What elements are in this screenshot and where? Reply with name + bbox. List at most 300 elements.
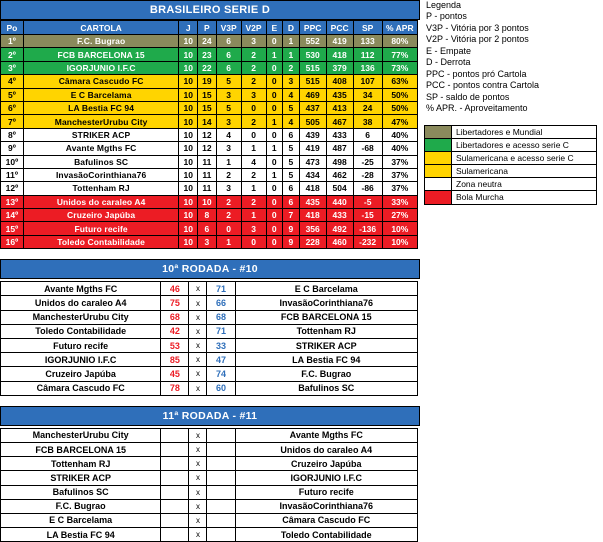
match-row — [1, 310, 418, 324]
cell-v2p: 3 — [241, 35, 266, 48]
cell-ppc: 419 — [299, 142, 326, 155]
cell-v2p: 1 — [241, 142, 266, 155]
cell-apr: 50% — [382, 88, 417, 101]
cell-sp: 38 — [353, 115, 382, 128]
cell-d: 5 — [283, 101, 300, 114]
standings-header-row — [1, 21, 418, 35]
cell-p: 15 — [198, 88, 217, 101]
cell-p: 12 — [198, 142, 217, 155]
away: Toledo Contabilidade — [235, 528, 417, 542]
cell-v2p: 0 — [241, 101, 266, 114]
cell-p: 24 — [198, 35, 217, 48]
cell-ppc: 418 — [299, 182, 326, 195]
cell-e: 1 — [266, 48, 283, 61]
cell-ppc: 356 — [299, 222, 326, 235]
cell-team: IGORJUNIO I.F.C — [23, 61, 179, 74]
cell-ppc: 469 — [299, 88, 326, 101]
home: Futuro recife — [1, 339, 161, 353]
home-score — [161, 499, 189, 513]
cell-p: 22 — [198, 61, 217, 74]
home: F.C. Bugrao — [1, 499, 161, 513]
cell-j: 10 — [179, 48, 198, 61]
away: Tottenham RJ — [235, 324, 417, 338]
cell-team: STRIKER ACP — [23, 128, 179, 141]
cell-v3p: 3 — [216, 115, 241, 128]
cell-e: 0 — [266, 182, 283, 195]
legend-swatch-row — [425, 178, 596, 191]
table-row — [1, 115, 418, 128]
table-row — [1, 88, 418, 101]
cell-d: 1 — [283, 35, 300, 48]
away-score — [207, 499, 235, 513]
home-score — [161, 471, 189, 485]
home: Tottenham RJ — [1, 457, 161, 471]
cell-sp: 133 — [353, 35, 382, 48]
home: Bafulinos SC — [1, 485, 161, 499]
col-j: J — [179, 21, 198, 35]
cell-j: 10 — [179, 128, 198, 141]
cell-d: 5 — [283, 142, 300, 155]
cell-pcc: 419 — [326, 35, 353, 48]
home-score: 78 — [161, 381, 189, 395]
cell-team: InvasãoCorinthiana76 — [23, 168, 179, 181]
away: F.C. Bugrao — [235, 367, 417, 381]
table-row — [1, 61, 418, 74]
cell-e: 0 — [266, 195, 283, 208]
table-row — [1, 35, 418, 48]
cell-v2p: 1 — [241, 182, 266, 195]
cell-sp: 136 — [353, 61, 382, 74]
away: Câmara Cascudo FC — [235, 513, 417, 527]
cell-d: 4 — [283, 88, 300, 101]
away: Futuro recife — [235, 485, 417, 499]
cell-team: LA Bestia FC 94 — [23, 101, 179, 114]
home-score: 75 — [161, 296, 189, 310]
cell-team: E C Barcelama — [23, 88, 179, 101]
cell-team: Avante Mgths FC — [23, 142, 179, 155]
legend-line: V2P - Vitória por 2 pontos — [426, 34, 529, 44]
home-score — [161, 485, 189, 499]
cell-pos: 1º — [1, 35, 24, 48]
cell-j: 10 — [179, 142, 198, 155]
cell-pos: 15º — [1, 222, 24, 235]
home-score — [161, 442, 189, 456]
cell-pos: 9º — [1, 142, 24, 155]
away: FCB BARCELONA 15 — [235, 310, 417, 324]
cell-v2p: 2 — [241, 115, 266, 128]
home-score: 42 — [161, 324, 189, 338]
color-swatch — [425, 152, 452, 165]
cell-apr: 77% — [382, 48, 417, 61]
legend-line: SP - saldo de pontos — [426, 91, 510, 102]
away-score — [207, 428, 235, 442]
cell-v3p: 3 — [216, 142, 241, 155]
round11-table — [0, 428, 418, 542]
home-score: 45 — [161, 367, 189, 381]
home: LA Bestia FC 94 — [1, 528, 161, 542]
cell-sp: -15 — [353, 209, 382, 222]
cell-ppc: 435 — [299, 195, 326, 208]
cell-sp: 24 — [353, 101, 382, 114]
cell-apr: 10% — [382, 235, 417, 248]
cell-pcc: 462 — [326, 168, 353, 181]
col-apr: % APR — [382, 21, 417, 35]
col-pcc: PCC — [326, 21, 353, 35]
legend-color-box — [424, 125, 597, 205]
match-row — [1, 367, 418, 381]
cell-e: 0 — [266, 209, 283, 222]
cell-d: 9 — [283, 222, 300, 235]
versus: x — [189, 282, 207, 296]
cell-j: 10 — [179, 75, 198, 88]
table-row — [1, 235, 418, 248]
cell-d: 2 — [283, 61, 300, 74]
cell-pos: 6º — [1, 101, 24, 114]
match-row — [1, 339, 418, 353]
cell-pos: 7º — [1, 115, 24, 128]
color-swatch — [425, 139, 452, 152]
versus: x — [189, 339, 207, 353]
home: ManchesterUrubu City — [1, 310, 161, 324]
cell-p: 11 — [198, 182, 217, 195]
cell-v2p: 2 — [241, 195, 266, 208]
round10-table — [0, 281, 418, 396]
home-score — [161, 528, 189, 542]
table-row — [1, 101, 418, 114]
home-score — [161, 428, 189, 442]
cell-j: 10 — [179, 222, 198, 235]
cell-v2p: 4 — [241, 155, 266, 168]
cell-v2p: 2 — [241, 61, 266, 74]
cell-d: 6 — [283, 128, 300, 141]
col-d: D — [283, 21, 300, 35]
away-score: 60 — [207, 381, 235, 395]
cell-apr: 37% — [382, 168, 417, 181]
versus: x — [189, 428, 207, 442]
match-row — [1, 324, 418, 338]
cell-ppc: 434 — [299, 168, 326, 181]
cell-apr: 73% — [382, 61, 417, 74]
cell-team: Câmara Cascudo FC — [23, 75, 179, 88]
cell-apr: 40% — [382, 128, 417, 141]
cell-pos: 2º — [1, 48, 24, 61]
legend-swatch-label: Sulamericana e acesso serie C — [452, 152, 596, 165]
cell-v3p: 2 — [216, 168, 241, 181]
cell-pcc: 413 — [326, 101, 353, 114]
cell-d: 3 — [283, 75, 300, 88]
legend-swatch-row — [425, 165, 596, 178]
cell-team: Futuro recife — [23, 222, 179, 235]
cell-e: 0 — [266, 61, 283, 74]
cell-p: 8 — [198, 209, 217, 222]
away-score — [207, 442, 235, 456]
cell-team: Bafulinos SC — [23, 155, 179, 168]
match-row — [1, 381, 418, 395]
cell-p: 11 — [198, 155, 217, 168]
away-score: 33 — [207, 339, 235, 353]
cell-p: 19 — [198, 75, 217, 88]
cell-team: Unidos do caraleo A4 — [23, 195, 179, 208]
cell-sp: -68 — [353, 142, 382, 155]
cell-sp: -5 — [353, 195, 382, 208]
cell-pcc: 504 — [326, 182, 353, 195]
away-score: 71 — [207, 282, 235, 296]
legend-swatch-row — [425, 191, 596, 204]
cell-v2p: 1 — [241, 209, 266, 222]
home-score — [161, 457, 189, 471]
home: Avante Mgths FC — [1, 282, 161, 296]
versus: x — [189, 471, 207, 485]
cell-d: 4 — [283, 115, 300, 128]
legend-line: PCC - pontos contra Cartola — [426, 80, 540, 90]
match-row — [1, 528, 418, 542]
cell-e: 0 — [266, 128, 283, 141]
cell-v3p: 6 — [216, 48, 241, 61]
cell-sp: -232 — [353, 235, 382, 248]
cell-e: 0 — [266, 101, 283, 114]
versus: x — [189, 324, 207, 338]
table-row — [1, 142, 418, 155]
legend-panel — [424, 0, 603, 205]
round11-title: 11ª RODADA - #11 — [0, 406, 420, 426]
cell-v3p: 3 — [216, 182, 241, 195]
table-row — [1, 48, 418, 61]
cell-v3p: 5 — [216, 75, 241, 88]
versus: x — [189, 381, 207, 395]
cell-p: 6 — [198, 222, 217, 235]
home: E C Barcelama — [1, 513, 161, 527]
cell-ppc: 515 — [299, 61, 326, 74]
match-row — [1, 499, 418, 513]
home: ManchesterUrubu City — [1, 428, 161, 442]
cell-apr: 33% — [382, 195, 417, 208]
cell-v3p: 6 — [216, 35, 241, 48]
versus: x — [189, 442, 207, 456]
cell-j: 10 — [179, 209, 198, 222]
home: Toledo Contabilidade — [1, 324, 161, 338]
versus: x — [189, 296, 207, 310]
cell-e: 0 — [266, 75, 283, 88]
legend-swatch-label: Zona neutra — [452, 178, 596, 191]
away: InvasãoCorinthiana76 — [235, 499, 417, 513]
cell-v2p: 0 — [241, 128, 266, 141]
cell-pos: 14º — [1, 209, 24, 222]
cell-v3p: 2 — [216, 195, 241, 208]
cell-sp: 34 — [353, 88, 382, 101]
cell-v3p: 2 — [216, 209, 241, 222]
away-score — [207, 457, 235, 471]
cell-sp: 107 — [353, 75, 382, 88]
home: FCB BARCELONA 15 — [1, 442, 161, 456]
away: Unidos do caraleo A4 — [235, 442, 417, 456]
away-score: 74 — [207, 367, 235, 381]
away: Cruzeiro Japúba — [235, 457, 417, 471]
legend-title: Legenda — [426, 0, 462, 10]
cell-apr: 10% — [382, 222, 417, 235]
cell-e: 0 — [266, 88, 283, 101]
cell-ppc: 228 — [299, 235, 326, 248]
versus: x — [189, 310, 207, 324]
cell-apr: 63% — [382, 75, 417, 88]
cell-team: Cruzeiro Japúba — [23, 209, 179, 222]
legend-swatch-label: Libertadores e acesso serie C — [452, 139, 596, 152]
versus: x — [189, 513, 207, 527]
away: E C Barcelama — [235, 282, 417, 296]
cell-sp: -25 — [353, 155, 382, 168]
cell-pcc: 460 — [326, 235, 353, 248]
cell-pcc: 492 — [326, 222, 353, 235]
table-row — [1, 222, 418, 235]
cell-j: 10 — [179, 101, 198, 114]
cell-e: 1 — [266, 168, 283, 181]
match-row — [1, 471, 418, 485]
cell-d: 5 — [283, 155, 300, 168]
cell-sp: -136 — [353, 222, 382, 235]
away-score: 47 — [207, 353, 235, 367]
away-score — [207, 528, 235, 542]
legend-line: E - Empate — [426, 45, 472, 56]
cell-team: F.C. Bugrao — [23, 35, 179, 48]
cell-sp: -28 — [353, 168, 382, 181]
legend-swatch-row — [425, 139, 596, 152]
cell-sp: 6 — [353, 128, 382, 141]
match-row — [1, 296, 418, 310]
away-score: 66 — [207, 296, 235, 310]
cell-ppc: 530 — [299, 48, 326, 61]
cell-ppc: 439 — [299, 128, 326, 141]
away-score — [207, 485, 235, 499]
cell-v3p: 4 — [216, 128, 241, 141]
table-row — [1, 128, 418, 141]
cell-apr: 27% — [382, 209, 417, 222]
versus: x — [189, 457, 207, 471]
cell-p: 10 — [198, 195, 217, 208]
table-row — [1, 75, 418, 88]
away: LA Bestia FC 94 — [235, 353, 417, 367]
match-row — [1, 513, 418, 527]
col-v3p: V3P — [216, 21, 241, 35]
legend-line: % APR. - Aproveitamento — [426, 103, 528, 113]
cell-pcc: 433 — [326, 128, 353, 141]
match-row — [1, 353, 418, 367]
cell-e: 0 — [266, 35, 283, 48]
cell-apr: 37% — [382, 155, 417, 168]
cell-pos: 16º — [1, 235, 24, 248]
cell-pcc: 487 — [326, 142, 353, 155]
col-cartola: CARTOLA — [23, 21, 179, 35]
cell-p: 11 — [198, 168, 217, 181]
home-score: 85 — [161, 353, 189, 367]
cell-p: 3 — [198, 235, 217, 248]
versus: x — [189, 528, 207, 542]
cell-team: Toledo Contabilidade — [23, 235, 179, 248]
cell-ppc: 437 — [299, 101, 326, 114]
match-row — [1, 428, 418, 442]
cell-v2p: 3 — [241, 88, 266, 101]
match-row — [1, 442, 418, 456]
cell-e: 1 — [266, 115, 283, 128]
cell-pcc: 440 — [326, 195, 353, 208]
home: Câmara Cascudo FC — [1, 381, 161, 395]
cell-e: 0 — [266, 235, 283, 248]
cell-team: ManchesterUrubu City — [23, 115, 179, 128]
home: IGORJUNIO I.F.C — [1, 353, 161, 367]
home-score: 53 — [161, 339, 189, 353]
cell-j: 10 — [179, 88, 198, 101]
cell-apr: 47% — [382, 115, 417, 128]
cell-apr: 37% — [382, 182, 417, 195]
cell-sp: 112 — [353, 48, 382, 61]
legend-swatch-label: Bola Murcha — [452, 191, 596, 204]
away: Bafulinos SC — [235, 381, 417, 395]
table-row — [1, 195, 418, 208]
cell-ppc: 552 — [299, 35, 326, 48]
cell-team: Tottenham RJ — [23, 182, 179, 195]
cell-d: 6 — [283, 182, 300, 195]
cell-p: 14 — [198, 115, 217, 128]
cell-pcc: 379 — [326, 61, 353, 74]
cell-v3p: 0 — [216, 222, 241, 235]
home-score — [161, 513, 189, 527]
cell-v2p: 3 — [241, 222, 266, 235]
legend-swatch-label: Sulamericana — [452, 165, 596, 178]
cell-j: 10 — [179, 168, 198, 181]
cell-d: 9 — [283, 235, 300, 248]
color-swatch — [425, 178, 452, 191]
cell-apr: 50% — [382, 101, 417, 114]
cell-v2p: 0 — [241, 235, 266, 248]
cell-j: 10 — [179, 155, 198, 168]
cell-j: 10 — [179, 115, 198, 128]
cell-p: 12 — [198, 128, 217, 141]
round10-title: 10ª RODADA - #10 — [0, 259, 420, 279]
cell-d: 5 — [283, 168, 300, 181]
home-score: 68 — [161, 310, 189, 324]
table-row — [1, 182, 418, 195]
cell-j: 10 — [179, 235, 198, 248]
cell-team: FCB BARCELONA 15 — [23, 48, 179, 61]
col-po: Po — [1, 21, 24, 35]
legend-swatch-label: Libertadores e Mundial — [452, 126, 596, 139]
cell-pcc: 418 — [326, 48, 353, 61]
standings-title: BRASILEIRO SERIE D — [0, 0, 420, 20]
cell-d: 6 — [283, 195, 300, 208]
cell-pcc: 435 — [326, 88, 353, 101]
away: STRIKER ACP — [235, 339, 417, 353]
cell-pcc: 408 — [326, 75, 353, 88]
cell-pcc: 433 — [326, 209, 353, 222]
away: IGORJUNIO I.F.C — [235, 471, 417, 485]
cell-v3p: 6 — [216, 61, 241, 74]
cell-apr: 80% — [382, 35, 417, 48]
col-v2p: V2P — [241, 21, 266, 35]
cell-e: 0 — [266, 155, 283, 168]
cell-pcc: 467 — [326, 115, 353, 128]
cell-v3p: 1 — [216, 235, 241, 248]
home: Unidos do caraleo A4 — [1, 296, 161, 310]
match-row — [1, 457, 418, 471]
cell-ppc: 473 — [299, 155, 326, 168]
color-swatch — [425, 126, 452, 139]
cell-v3p: 1 — [216, 155, 241, 168]
cell-v2p: 2 — [241, 75, 266, 88]
away-score: 71 — [207, 324, 235, 338]
cell-pcc: 498 — [326, 155, 353, 168]
away-score — [207, 513, 235, 527]
cell-pos: 4º — [1, 75, 24, 88]
cell-d: 7 — [283, 209, 300, 222]
cell-j: 10 — [179, 195, 198, 208]
